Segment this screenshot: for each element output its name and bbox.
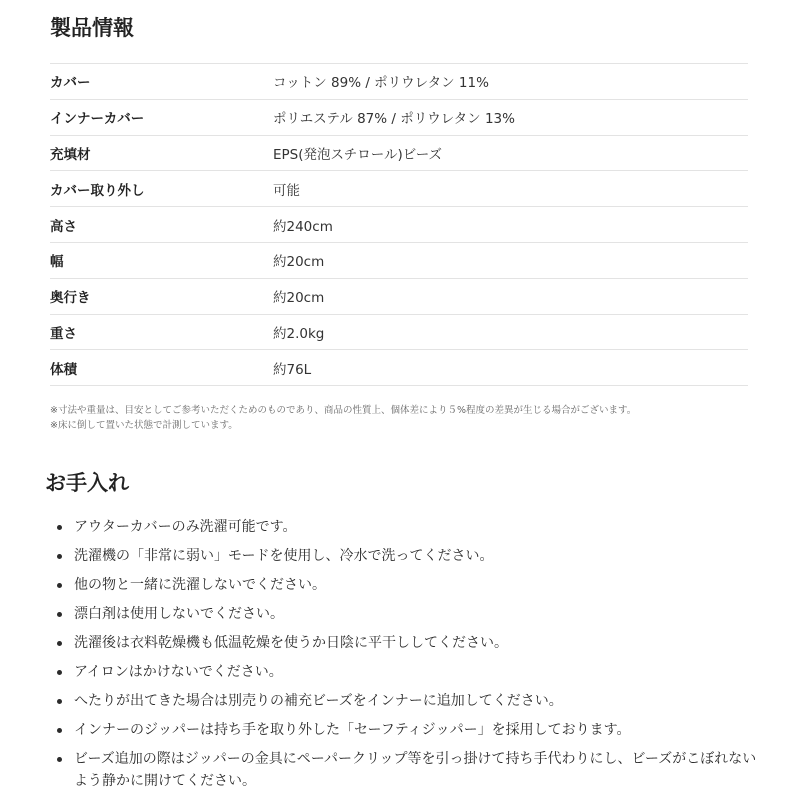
bullet-icon <box>57 554 62 559</box>
spec-label: 幅 <box>50 254 64 271</box>
list-item-text: インナーのジッパーは持ち手を取り外した「セーフティジッパー」を採用しております。 <box>74 722 631 738</box>
bullet-icon <box>57 612 62 617</box>
list-item <box>50 632 770 654</box>
spec-label: 高さ <box>50 218 77 235</box>
bullet-icon <box>57 670 62 675</box>
spec-value: コットン 89% / ポリウレタン 11% <box>273 75 489 92</box>
list-item-text: 洗濯後は衣料乾燥機も低温乾燥を使うか日陰に平干ししてください。 <box>74 635 508 651</box>
spec-table <box>50 63 748 386</box>
spec-label: インナーカバー <box>50 111 145 128</box>
list-item-text: アウターカバーのみ洗濯可能です。 <box>74 519 297 535</box>
list-item <box>50 719 770 741</box>
spec-value: 約76L <box>273 361 312 378</box>
list-item <box>50 545 770 567</box>
list-item <box>50 661 770 683</box>
bullet-icon <box>57 757 62 762</box>
list-item-text: 漂白剤は使用しないでください。 <box>74 606 284 622</box>
spec-row-width <box>50 243 748 279</box>
spec-label: カバー <box>50 75 91 92</box>
spec-row-height <box>50 207 748 243</box>
footnote: ※床に倒して置いた状態で計測しています。 <box>50 420 238 431</box>
bullet-icon <box>57 525 62 530</box>
spec-row-cover-removal <box>50 171 748 207</box>
spec-value: 約2.0kg <box>273 325 325 342</box>
spec-row-filling <box>50 136 748 172</box>
spec-row-depth <box>50 279 748 315</box>
spec-value: 約240cm <box>273 218 333 235</box>
list-item-text: ビーズ追加の際はジッパーの金具にペーパークリップ等を引っ掛けて持ち手代わりにし、ビーズがこぼれないよう静かに開けてください。 <box>74 751 757 789</box>
spec-label: 奥行き <box>50 290 91 307</box>
spec-value: ポリエステル 87% / ポリウレタン 13% <box>273 111 515 128</box>
bullet-icon <box>57 583 62 588</box>
list-item-text: へたりが出てきた場合は別売りの補充ビーズをインナーに追加してください。 <box>74 693 563 709</box>
spec-row-cover <box>50 64 748 100</box>
spec-value: EPS(発泡スチロール)ビーズ <box>273 146 443 163</box>
spec-label: 体積 <box>50 361 77 378</box>
care-list <box>50 516 770 799</box>
spec-value: 約20cm <box>273 254 325 271</box>
bullet-icon <box>57 699 62 704</box>
list-item <box>50 748 770 792</box>
product-info-title: 製品情報 <box>50 16 134 40</box>
spec-label: 充填材 <box>50 146 91 163</box>
footnote: ※寸法や重量は、目安としてご参考いただくためのものであり、商品の性質上、個体差により５%程度の差異が生じる場合がございます。 <box>50 405 637 416</box>
bullet-icon <box>57 728 62 733</box>
spec-label: 重さ <box>50 325 77 342</box>
spec-row-weight <box>50 315 748 351</box>
list-item-text: 他の物と一緒に洗濯しないでください。 <box>74 577 326 593</box>
list-item-text: 洗濯機の「非常に弱い」モードを使用し、冷水で洗ってください。 <box>74 548 494 564</box>
care-title: お手入れ <box>45 471 129 495</box>
spec-value: 約20cm <box>273 290 325 307</box>
spec-label: カバー取り外し <box>50 182 145 199</box>
footnotes <box>50 403 636 433</box>
list-item <box>50 690 770 712</box>
list-item <box>50 516 770 538</box>
spec-value: 可能 <box>273 182 300 199</box>
bullet-icon <box>57 641 62 646</box>
spec-row-volume <box>50 350 748 386</box>
spec-row-inner-cover <box>50 100 748 136</box>
list-item <box>50 574 770 596</box>
list-item <box>50 603 770 625</box>
list-item-text: アイロンはかけないでください。 <box>74 664 283 680</box>
